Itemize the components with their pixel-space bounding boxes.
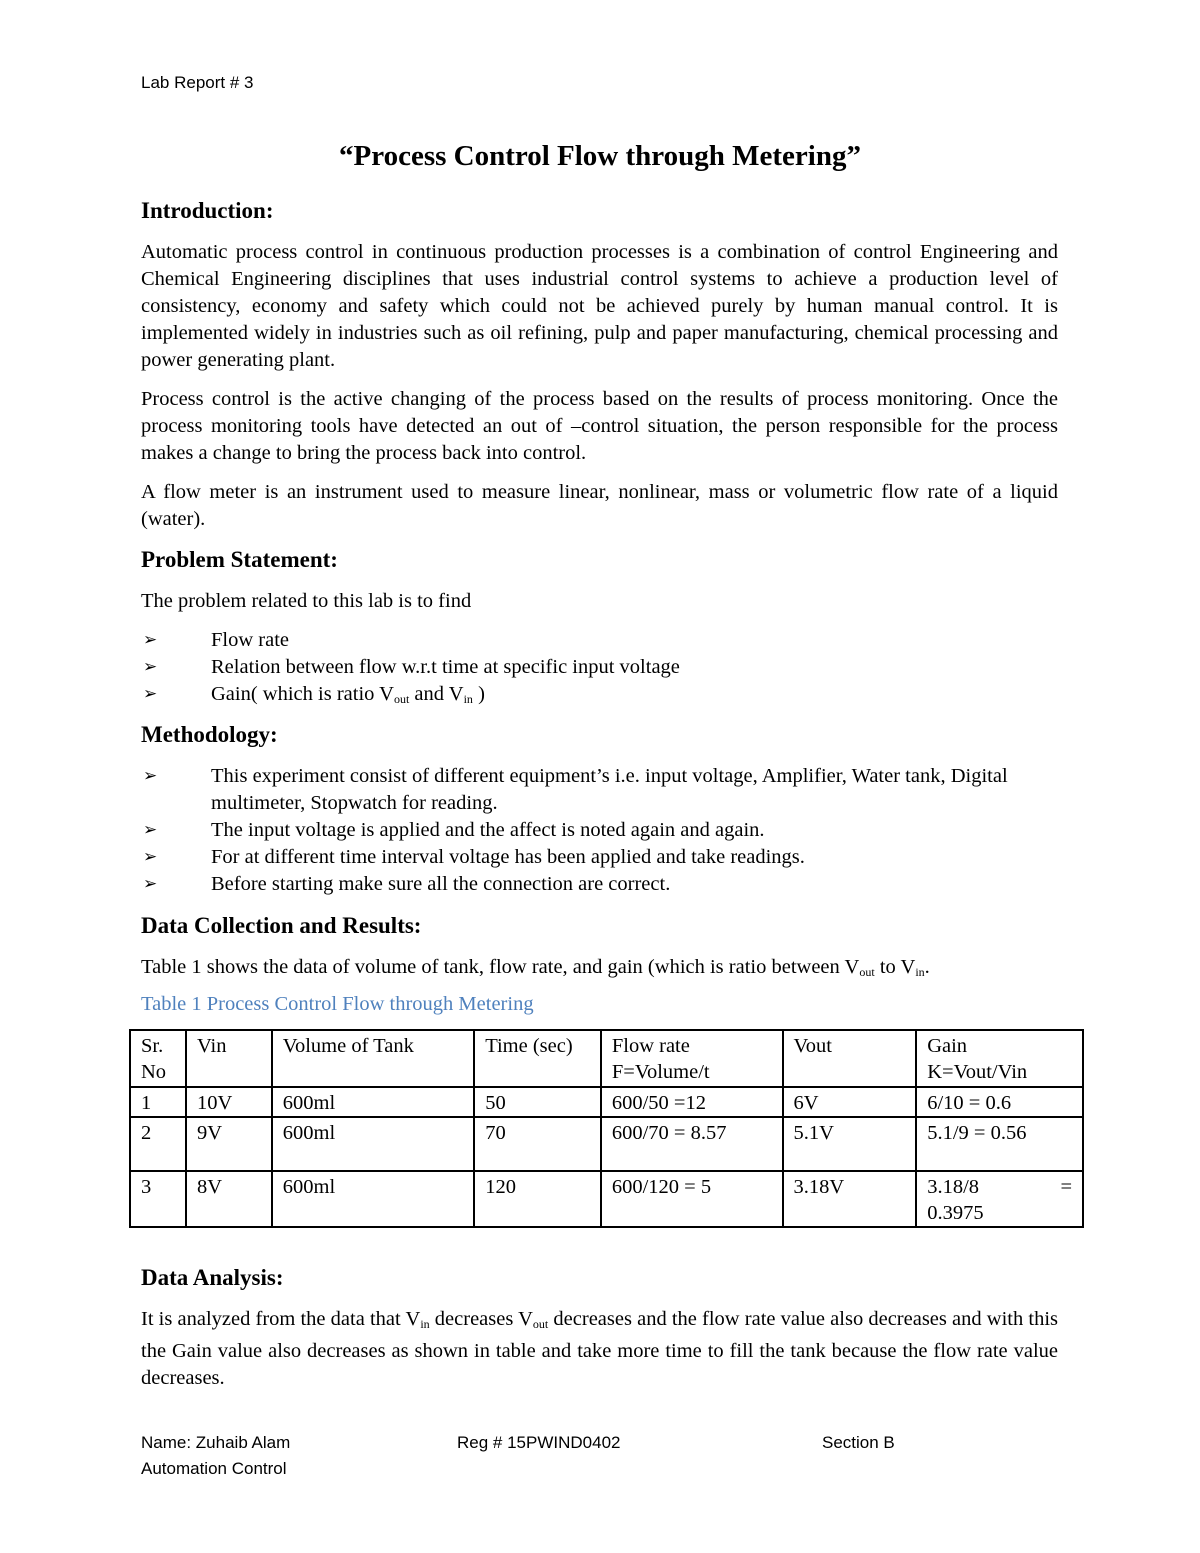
arrowhead-bullet-icon: ➢ — [143, 630, 158, 650]
list-item: ➢ Flow rate — [141, 627, 1071, 654]
table-cell: 600ml — [272, 1171, 474, 1227]
arrowhead-bullet-icon: ➢ — [143, 847, 158, 867]
column-header: Sr. No — [130, 1030, 186, 1087]
column-header: Time (sec) — [474, 1030, 601, 1087]
problem-intro: The problem related to this lab is to find — [141, 590, 472, 612]
table-cell: 5.1/9 = 0.56 — [916, 1117, 1083, 1171]
column-header: Vin — [186, 1030, 272, 1087]
introduction-paragraph: Process control is the active changing of the process based on the results of process monitoring. Once the process monitoring tools have detected an out of –control situation, the person responsible for the process makes a change to bring the process back into control. — [141, 388, 1058, 464]
methodology-heading: Methodology: — [141, 722, 278, 747]
table-cell: 600ml — [272, 1117, 474, 1171]
document-title: “Process Control Flow through Metering” — [339, 140, 861, 172]
table-cell: 6/10 = 0.6 — [916, 1087, 1083, 1117]
table-cell: 3 — [130, 1171, 186, 1227]
table-cell: 70 — [474, 1117, 601, 1171]
footer-course: Automation Control — [141, 1459, 287, 1478]
list-item: ➢ Before starting make sure all the connection are correct. — [141, 871, 1071, 898]
table-cell: 8V — [186, 1171, 272, 1227]
table-header-row — [130, 1030, 1083, 1087]
arrowhead-bullet-icon: ➢ — [143, 657, 158, 677]
data-analysis-paragraph: It is analyzed from the data that $V_{in}$ decreases $V_{out}$ decreases and the flow rate value also decreases and with this the Gain value also decreases as shown in table and take more time to fill the tank because the flow rate value decreases. — [141, 1308, 1058, 1389]
table-cell: 5.1V — [783, 1117, 917, 1171]
problem-list — [141, 627, 1071, 713]
list-item: ➢ The input voltage is applied and the affect is noted again and again. — [141, 817, 1071, 844]
table-cell: 120 — [474, 1171, 601, 1227]
table-row — [130, 1087, 1083, 1117]
table-cell: 10V — [186, 1087, 272, 1117]
table-cell: 3.18/8 = 0.3975 — [916, 1171, 1083, 1227]
problem-statement-heading: Problem Statement: — [141, 547, 338, 572]
list-item: ➢ Relation between flow w.r.t time at specific input voltage — [141, 654, 1071, 681]
list-item: ➢ For at different time interval voltage has been applied and take readings. — [141, 844, 1071, 871]
table-cell: 9V — [186, 1117, 272, 1171]
list-item: ➢ This experiment consist of different equipment’s i.e. input voltage, Amplifier, Water tank, Digital multimeter, Stopwatch for reading. — [143, 765, 1008, 814]
arrowhead-bullet-icon: ➢ — [143, 766, 158, 786]
table-cell: 6V — [783, 1087, 917, 1117]
table-cell: 600/50 =12 — [601, 1087, 783, 1117]
table-cell: 600/120 = 5 — [601, 1171, 783, 1227]
table-cell: 1 — [130, 1087, 186, 1117]
arrowhead-bullet-icon: ➢ — [143, 684, 158, 704]
table-caption: Table 1 Process Control Flow through Metering — [141, 993, 534, 1015]
introduction-paragraph: Automatic process control in continuous production processes is a combination of control Engineering and Chemical Engineering disciplines that uses industrial control systems to achieve a production level of consistency, economy and safety which could not be achieved purely by human manual control. It is implemented widely in industries such as oil refining, pulp and paper manufacturing, chemical processing and power generating plant. — [141, 241, 1058, 371]
page-header: Lab Report # 3 — [141, 73, 254, 92]
table-cell: 3.18V — [783, 1171, 917, 1227]
column-header: Volume of Tank — [272, 1030, 474, 1087]
column-header: Flow rate F=Volume/t — [601, 1030, 783, 1087]
table-cell: 600/70 = 8.57 — [601, 1117, 783, 1171]
data-collection-intro: Table 1 shows the data of volume of tank, flow rate, and gain (which is ratio between $V_{out}$ to $V_{in}$. — [141, 956, 930, 979]
table-cell: 2 — [130, 1117, 186, 1171]
arrowhead-bullet-icon: ➢ — [143, 820, 158, 840]
data-collection-heading: Data Collection and Results: — [141, 913, 422, 938]
data-analysis-heading: Data Analysis: — [141, 1265, 284, 1290]
introduction-paragraph: A flow meter is an instrument used to measure linear, nonlinear, mass or volumetric flow rate of a liquid (water). — [141, 481, 1058, 530]
footer-reg: Reg # 15PWIND0402 — [457, 1433, 621, 1452]
footer-section: Section B — [822, 1433, 895, 1452]
table-cell: 50 — [474, 1087, 601, 1117]
table-row — [130, 1117, 1083, 1171]
introduction-heading: Introduction: — [141, 198, 274, 223]
table-row — [130, 1171, 1083, 1227]
column-header: Vout — [783, 1030, 917, 1087]
results-table — [129, 1029, 1084, 1228]
column-header: Gain K=Vout/Vin — [916, 1030, 1083, 1087]
table-cell: 600ml — [272, 1087, 474, 1117]
footer-name: Name: Zuhaib Alam — [141, 1433, 291, 1452]
arrowhead-bullet-icon: ➢ — [143, 874, 158, 894]
list-item: ➢ Gain( which is ratio $V_{out}$ and $V_{in}$ ) — [143, 683, 485, 706]
methodology-list — [141, 763, 1071, 898]
